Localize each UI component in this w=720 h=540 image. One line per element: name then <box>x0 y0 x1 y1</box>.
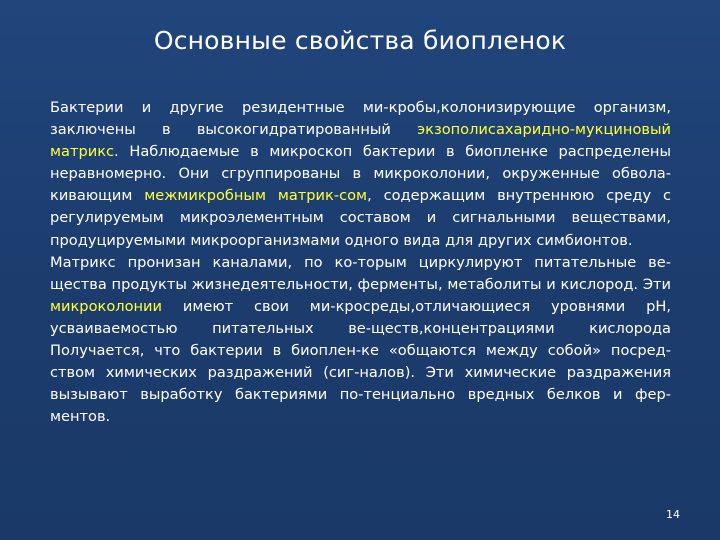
slide-title: Основные свойства биопленок <box>153 26 567 55</box>
highlight-matrix: экзополисахаридно-мукциновый матрикс <box>50 121 671 161</box>
paragraph-1-text-b: . Наблюдаемые в микроскоп бактерии в биопленке распределены неравномерно. Они сгруппированы в микроколонии, окруженные обвола-кивающим <box>50 143 671 205</box>
paragraph-1-text-a: Бактерии и другие резидентные ми-кробы,колонизирующие организм, заключены в высокогидратированный <box>50 99 671 139</box>
paragraph-1 <box>50 97 671 252</box>
paragraph-1-text-c: , содержащим внутреннюю среду с регулируемым микроэлементным составом и сигнальными веществами, продуцируемыми микроорганизмами одного вида для других симбионтов. <box>50 187 671 249</box>
slide-body <box>50 97 671 428</box>
highlight-microcolonies: микроколонии <box>50 297 163 315</box>
page-number: 14 <box>666 508 680 521</box>
paragraph-2 <box>50 252 671 429</box>
paragraph-2-text-a: Матрикс пронизан каналами, по ко-торым циркулируют питательные ве-щества продукты жизнедеятельности, ферменты, метаболиты и кислород. Эти <box>50 253 671 293</box>
paragraph-2-text-b: имеют свои ми-кросреды,отличающиеся уровнями pH, усваиваемостью питательных ве-ществ,концентрациями кислорода Получается, что бактерии в биоплен-ке «общаются между собой» посред-ством химических раздражений (сиг-налов). Эти химические раздражения вызывают выработку бактериями по-тенциально вредных белков и фер-ментов. <box>50 297 671 426</box>
highlight-intermicrobial-matrix: межмикробным матрик-сом <box>144 187 368 205</box>
